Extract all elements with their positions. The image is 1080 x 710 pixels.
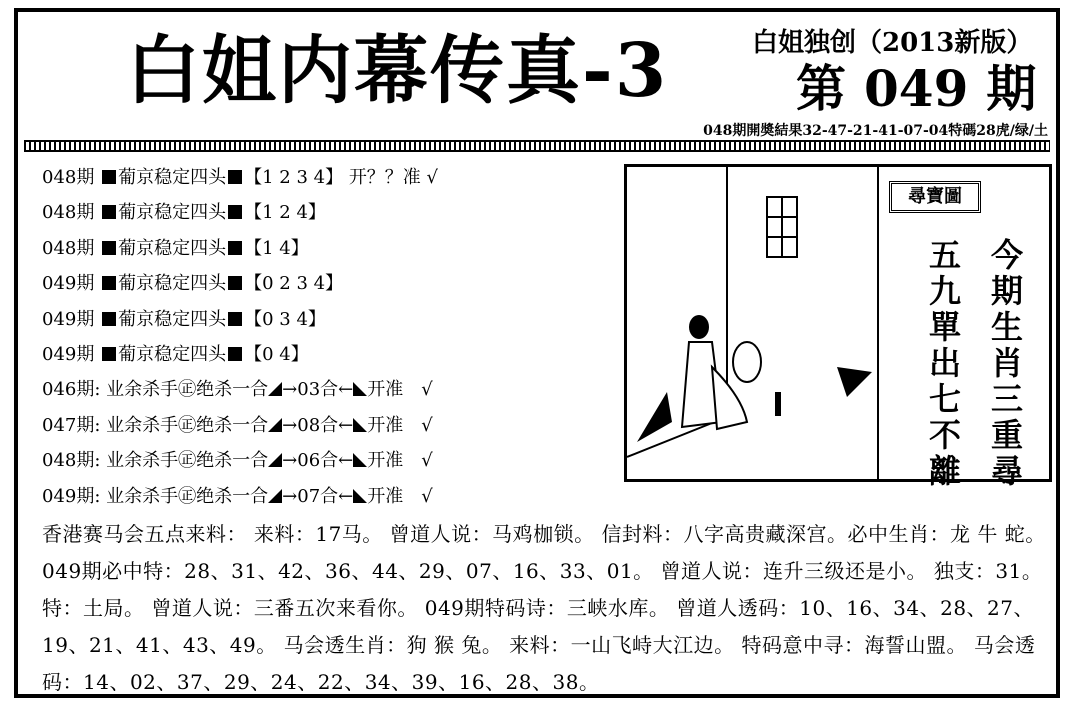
kill-row bbox=[42, 372, 438, 407]
illustration bbox=[627, 167, 877, 479]
divider-rule bbox=[24, 140, 1050, 152]
bottom-paragraph: 香港赛马会五点来料： 来料：17马。 曾道人说：马鸡枷锁。 信封料：八字高贵藏深宫。必中生肖：龙 牛 蛇。 049期必中特：28、31、42、36、44、29、07、16、33、01。 曾道人说：连升三级还是小。 独支：31。 特：土局。 曾道人说：三番五次来看你。 049期特码诗：三峡水库。 曾道人透码：10、16、34、28、27、19、21、41、43、49。 马会透生肖：狗 猴 兔。 来料：一山飞峙大江边。 特码意中寻：海誓山盟。 马会透码：14、02、37、29、24、22、34、39、16、28、38。 bbox=[42, 522, 1046, 694]
kill-value: →08合← bbox=[282, 414, 354, 436]
record-numbers: 【0 2 3 4】 bbox=[244, 273, 344, 295]
black-square-icon bbox=[228, 170, 242, 184]
record-issue: 049期 bbox=[42, 273, 95, 295]
kill-issue: 046期: bbox=[42, 379, 101, 401]
record-name: 葡京稳定四头 bbox=[118, 167, 227, 188]
record-numbers: 【1 2 4】 bbox=[244, 202, 326, 224]
last-result: 048期開奬結果32-47-21-41-07-04特碼28虎/绿/土 bbox=[703, 123, 1048, 139]
kill-row bbox=[42, 408, 438, 443]
record-issue: 049期 bbox=[42, 308, 95, 330]
issue-suffix: 期 bbox=[986, 59, 1037, 118]
black-square-icon bbox=[102, 312, 116, 326]
picture-divider bbox=[877, 167, 879, 479]
kill-tail: 开准 √ bbox=[367, 450, 433, 472]
record-tail: 开？？准 √ bbox=[348, 167, 439, 188]
record-issue: 048期 bbox=[42, 167, 95, 188]
kill-text: 业余杀手㊣绝杀一合 bbox=[106, 450, 269, 472]
record-name: 葡京稳定四头 bbox=[118, 237, 227, 259]
kill-text: 业余杀手㊣绝杀一合 bbox=[106, 379, 269, 401]
record-list bbox=[42, 160, 438, 514]
picture-title: 尋寶圖 bbox=[889, 181, 981, 213]
record-issue: 048期 bbox=[42, 237, 95, 259]
issue-prefix: 第 bbox=[796, 59, 846, 118]
issue-number-heading bbox=[796, 59, 1037, 118]
kill-tail: 开准 √ bbox=[367, 485, 433, 507]
kill-tail: 开准 √ bbox=[367, 414, 433, 436]
record-row bbox=[42, 266, 438, 301]
black-square-icon bbox=[102, 276, 116, 290]
record-issue: 049期 bbox=[42, 343, 95, 365]
record-name: 葡京稳定四头 bbox=[118, 343, 227, 365]
black-square-icon bbox=[228, 312, 242, 326]
poem-line-2: 五九單出七不離 bbox=[928, 236, 961, 490]
triangle-left-icon bbox=[268, 489, 282, 503]
kill-row bbox=[42, 443, 438, 478]
triangle-left-icon bbox=[268, 382, 282, 396]
record-row bbox=[42, 160, 438, 195]
record-row bbox=[42, 302, 438, 337]
kill-issue: 049期: bbox=[42, 485, 101, 507]
treasure-picture-box bbox=[624, 164, 1052, 490]
newspaper-sheet bbox=[14, 8, 1060, 698]
record-row bbox=[42, 195, 438, 230]
kill-row bbox=[42, 479, 438, 514]
black-square-icon bbox=[102, 205, 116, 219]
triangle-right-icon bbox=[353, 382, 367, 396]
record-name: 葡京稳定四头 bbox=[118, 202, 227, 224]
triangle-left-icon bbox=[268, 453, 282, 467]
edition-label: 白姐独创（2013新版） bbox=[752, 28, 1033, 58]
black-square-icon bbox=[102, 241, 116, 255]
issue-number: 049 bbox=[864, 59, 969, 118]
triangle-right-icon bbox=[353, 418, 367, 432]
kill-text: 业余杀手㊣绝杀一合 bbox=[106, 485, 269, 507]
kill-tail: 开准 √ bbox=[367, 379, 433, 401]
record-numbers: 【0 4】 bbox=[244, 343, 309, 365]
record-row bbox=[42, 231, 438, 266]
record-name: 葡京稳定四头 bbox=[118, 273, 227, 295]
black-square-icon bbox=[228, 241, 242, 255]
triangle-right-icon bbox=[353, 453, 367, 467]
record-row bbox=[42, 337, 438, 372]
black-square-icon bbox=[102, 347, 116, 361]
poem-line-1: 今期生肖三重尋 bbox=[990, 236, 1023, 490]
triangle-left-icon bbox=[268, 418, 282, 432]
kill-issue: 047期: bbox=[42, 414, 101, 436]
kill-value: →06合← bbox=[282, 450, 354, 472]
record-numbers: 【1 4】 bbox=[244, 237, 309, 259]
record-issue: 048期 bbox=[42, 202, 95, 224]
record-name: 葡京稳定四头 bbox=[118, 308, 227, 330]
black-square-icon bbox=[102, 170, 116, 184]
kill-issue: 048期: bbox=[42, 450, 101, 472]
triangle-right-icon bbox=[353, 489, 367, 503]
record-numbers: 【0 3 4】 bbox=[244, 308, 326, 330]
black-square-icon bbox=[228, 205, 242, 219]
kill-text: 业余杀手㊣绝杀一合 bbox=[106, 414, 269, 436]
black-square-icon bbox=[228, 276, 242, 290]
page-title: 白姐内幕传真-3 bbox=[126, 28, 669, 114]
black-square-icon bbox=[228, 347, 242, 361]
record-numbers: 【1 2 3 4】 bbox=[244, 167, 344, 188]
kill-value: →03合← bbox=[282, 379, 354, 401]
kill-value: →07合← bbox=[282, 485, 354, 507]
